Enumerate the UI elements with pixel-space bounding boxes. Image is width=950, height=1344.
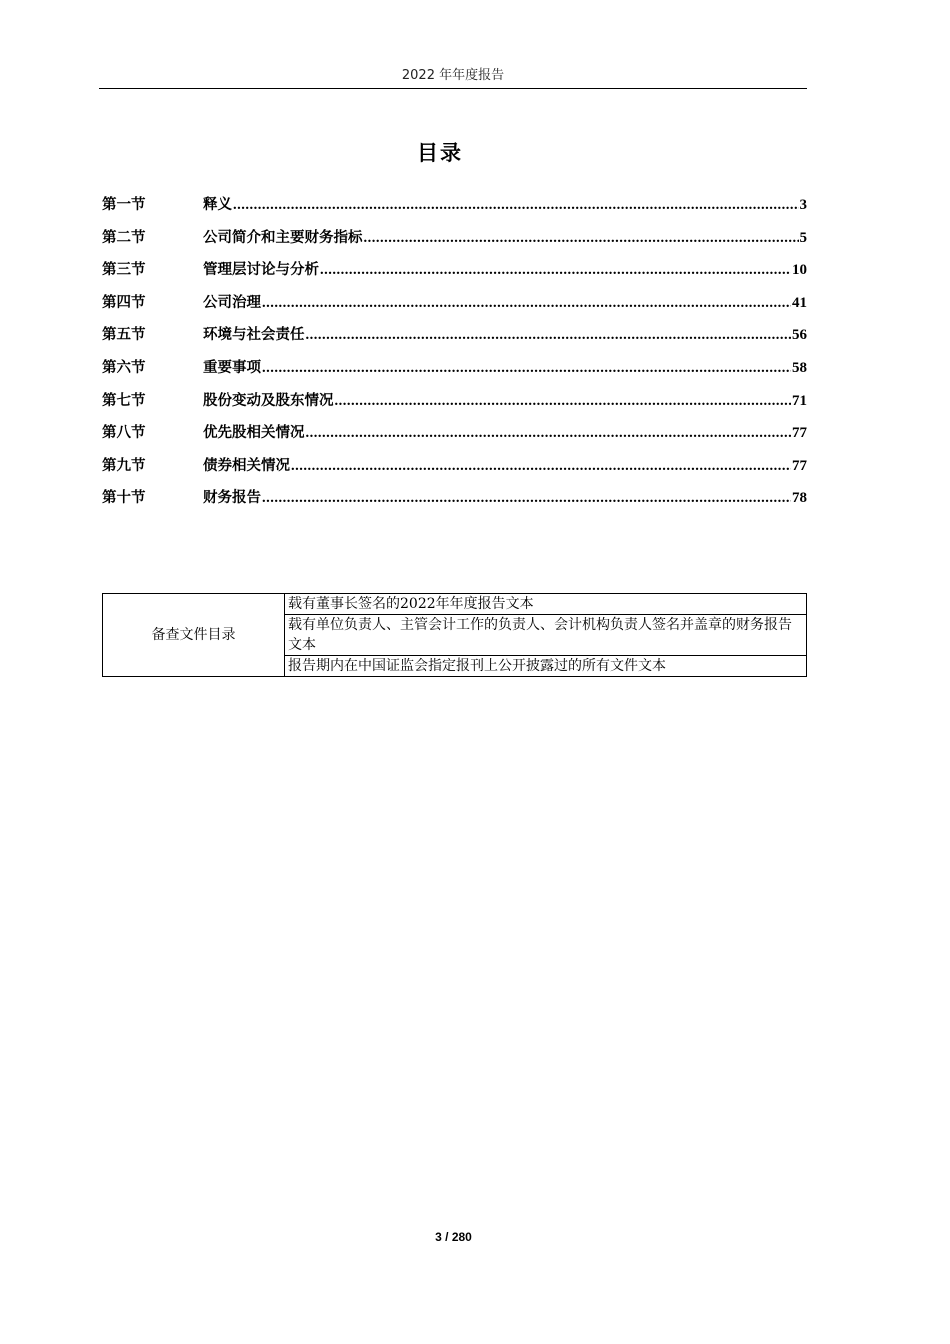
toc-page-number: 77 [792,425,807,442]
page-header [99,66,807,89]
reference-documents-label: 备查文件目录 [103,594,285,677]
toc-entry[interactable] [102,258,807,291]
toc-section-title: 环境与社会责任 [203,327,305,344]
page-number: 3 / 280 [435,1230,472,1244]
toc-entry[interactable] [102,421,807,454]
reference-document-item: 载有董事长签名的2022年年度报告文本 [285,594,807,615]
toc-page-number: 3 [799,197,807,213]
toc-entry[interactable] [102,323,807,356]
toc-section-number: 第八节 [102,425,146,442]
doc-title: 目录 [417,141,463,165]
toc-section-number: 第五节 [102,327,146,344]
toc-section-number: 第六节 [102,359,146,376]
toc-entry[interactable] [102,486,807,519]
toc-dot-leader [262,360,791,377]
toc-entry[interactable] [102,291,807,324]
toc-section-title: 债券相关情况 [203,457,290,474]
toc-entry[interactable] [102,356,807,389]
toc-dot-leader [335,393,792,410]
reference-documents-table [102,593,807,677]
toc-section-title: 公司治理 [203,294,261,311]
toc-section-number: 第九节 [102,457,146,474]
toc-dot-leader [306,425,792,442]
toc-section-number: 第二节 [102,229,146,246]
toc-entry[interactable] [102,226,807,259]
table-of-contents [102,193,807,519]
toc-dot-leader [306,327,792,344]
toc-section-number: 第十节 [102,490,146,507]
toc-page-number: 41 [792,294,807,311]
toc-dot-leader [291,458,791,475]
toc-section-title: 管理层讨论与分析 [203,262,319,279]
toc-section-title: 释义 [203,197,232,213]
toc-dot-leader [320,262,791,279]
toc-dot-leader [262,295,791,312]
toc-page-number: 5 [799,229,807,246]
reference-document-item: 报告期内在中国证监会指定报刊上公开披露过的所有文件文本 [285,656,807,677]
toc-entry[interactable] [102,389,807,422]
toc-entry[interactable] [102,193,807,226]
toc-section-number: 第四节 [102,294,146,311]
toc-page-number: 78 [792,490,807,507]
toc-page-number: 56 [792,327,807,344]
toc-section-number: 第一节 [102,197,146,213]
toc-section-number: 第七节 [102,392,146,409]
toc-dot-leader [233,197,799,214]
reference-document-item: 载有单位负责人、主管会计工作的负责人、会计机构负责人签名并盖章的财务报告文本 [285,615,807,656]
toc-page-number: 10 [792,262,807,279]
toc-section-title: 优先股相关情况 [203,425,305,442]
table-row [103,594,807,615]
toc-section-number: 第三节 [102,262,146,279]
toc-page-number: 77 [792,457,807,474]
toc-dot-leader [364,230,799,247]
toc-entry[interactable] [102,454,807,487]
toc-section-title: 公司简介和主要财务指标 [203,229,363,246]
header-title: 2022 年年度报告 [401,68,505,83]
toc-section-title: 重要事项 [203,359,261,376]
toc-page-number: 71 [792,392,807,409]
toc-section-title: 股份变动及股东情况 [203,392,334,409]
toc-page-number: 58 [792,359,807,376]
toc-dot-leader [262,490,791,507]
toc-section-title: 财务报告 [203,490,261,507]
